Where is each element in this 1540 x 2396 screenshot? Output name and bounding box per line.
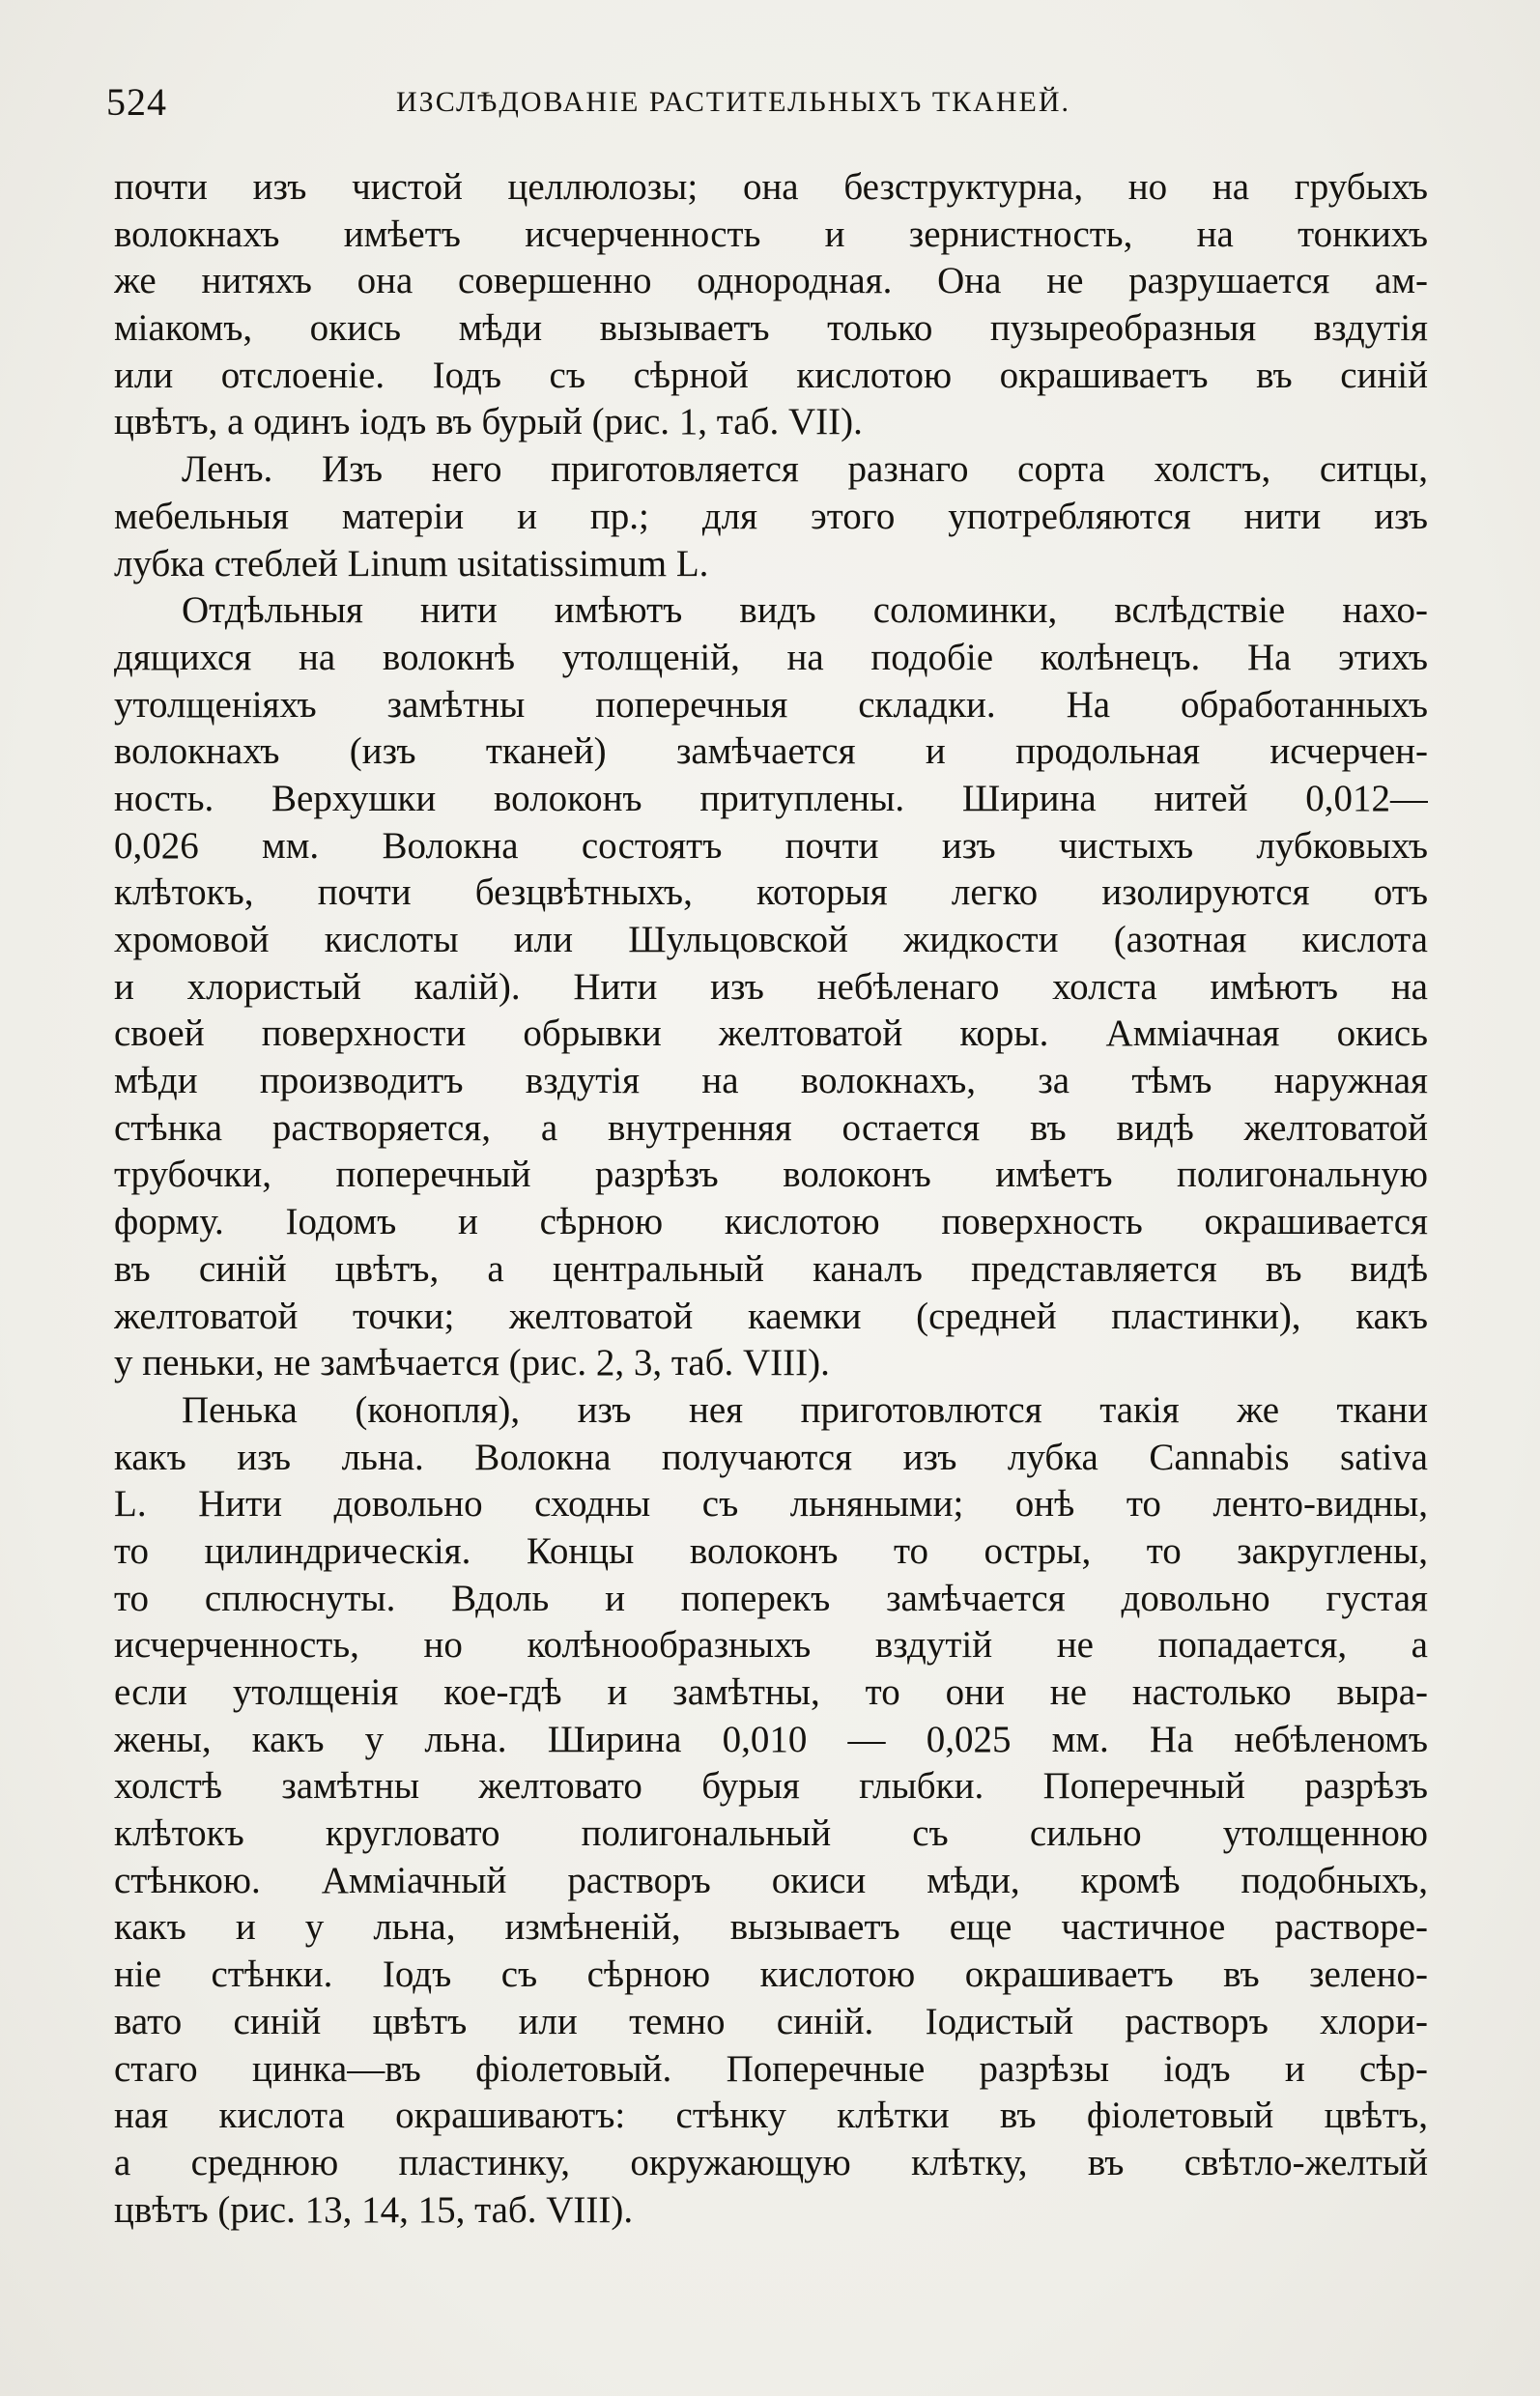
text-line: желтоватой точки; желтоватой каемки (средней пластинки), какъ [114, 1295, 1428, 1337]
text-line: L. Нити довольно сходны съ льняными; онѣ то ленто-видны, [114, 1483, 1428, 1526]
text-line: то сплюснуты. Вдоль и поперекъ замѣчается довольно густая [114, 1577, 1428, 1619]
text-line: дящихся на волокнѣ утолщеній, на подобіе колѣнецъ. На этихъ [114, 636, 1428, 678]
text-line: цвѣтъ, а одинъ іодъ въ бурый (рис. 1, таб. VII). [114, 401, 863, 443]
page-number: 524 [106, 80, 167, 124]
text-line: холстѣ замѣтны желтовато бурыя глыбки. Поперечный разрѣзъ [114, 1765, 1428, 1808]
text-line: въ синій цвѣтъ, а центральный каналъ представляется въ видѣ [114, 1247, 1428, 1290]
text-line: ность. Верхушки волоконъ притуплены. Ширина нитей 0,012— [114, 777, 1428, 819]
text-line: какъ и у льна, измѣненій, вызываетъ еще частичное растворе- [114, 1906, 1428, 1949]
text-line: стѣнкою. Аммiачный растворъ окиси мѣди, кромѣ подобныхъ, [114, 1859, 1428, 1901]
paragraph-start-line: Ленъ. Изъ него приготовляется разнаго сорта холстъ, ситцы, [182, 448, 1428, 491]
text-line: цвѣтъ (рис. 13, 14, 15, таб. VIII). [114, 2188, 634, 2231]
text-line: ная кислота окрашиваютъ: стѣнку клѣтки въ фіолетовый цвѣтъ, [114, 2095, 1428, 2137]
text-line: почти изъ чистой целлюлозы; она безструктурна, но на грубыхъ [114, 166, 1428, 208]
text-line: клѣтокъ, почти безцвѣтныхъ, которыя легко изолируются отъ [114, 871, 1428, 914]
text-line: утолщеніяхъ замѣтны поперечныя складки. На обработанныхъ [114, 683, 1428, 726]
text-line: мѣди производитъ вздутія на волокнахъ, за тѣмъ наружная [114, 1060, 1428, 1102]
text-line: жены, какъ у льна. Ширина 0,010 — 0,025 мм. На небѣленомъ [114, 1718, 1428, 1760]
text-line: а среднюю пластинку, окружающую клѣтку, въ свѣтло-желтый [114, 2141, 1428, 2183]
text-line: волокнахъ имѣетъ исчерченность и зернистность, на тонкихъ [114, 213, 1428, 255]
text-line: трубочки, поперечный разрѣзъ волоконъ имѣетъ полигональную [114, 1154, 1428, 1196]
paragraph-start-line: Пенька (конопля), изъ нея приготовлются такія же ткани [182, 1388, 1428, 1431]
text-line: мебельныя матеріи и пр.; для этого употребляются нити изъ [114, 495, 1428, 537]
text-line: лубка стеблей Linum usitatissimum L. [114, 542, 709, 585]
text-line: клѣтокъ кругловато полигональный съ сильно утолщенною [114, 1812, 1428, 1855]
running-head [106, 75, 1440, 129]
text-line: исчерченность, но колѣнообразныхъ вздутій не попадается, а [114, 1624, 1428, 1667]
text-line: стѣнка растворяется, а внутренняя остается въ видѣ желтоватой [114, 1106, 1428, 1149]
text-line: 0,026 мм. Волокна состоятъ почти изъ чистыхъ лубковыхъ [114, 824, 1428, 867]
text-line: если утолщенія кое-гдѣ и замѣтны, то они не настолько выра- [114, 1671, 1428, 1713]
text-line: хромовой кислоты или Шульцовской жидкости (азотная кислота [114, 919, 1428, 960]
running-title: ИЗСЛѢДОВАНІЕ РАСТИТЕЛЬНЫХЪ ТКАНЕЙ. [396, 86, 1070, 118]
text-line: форму. Іодомъ и сѣрною кислотою поверхность окрашивается [114, 1201, 1428, 1243]
text-line: ніе стѣнки. Іодъ съ сѣрною кислотою окрашиваетъ въ зелено- [114, 1954, 1428, 1996]
text-line: какъ изъ льна. Волокна получаются изъ лубка Cannabis sativa [114, 1436, 1428, 1478]
text-line: міакомъ, окись мѣди вызываетъ только пузыреобразныя вздутія [114, 307, 1428, 350]
text-line: же нитяхъ она совершенно однородная. Она не разрушается ам- [114, 260, 1428, 302]
text-line: и хлористый калій). Нити изъ небѣленаго холста имѣютъ на [114, 965, 1428, 1008]
body-text [114, 164, 1428, 2234]
text-line: вато синій цвѣтъ или темно синій. Іодистый растворъ хлори- [114, 2000, 1428, 2042]
text-line: или отслоеніе. Іодъ съ сѣрной кислотою окрашиваетъ въ синій [114, 354, 1428, 396]
text-line: своей поверхности обрывки желтоватой коры. Аммiачная окись [114, 1013, 1428, 1055]
text-line: волокнахъ (изъ тканей) замѣчается и продольная исчерчен- [114, 730, 1428, 773]
text-line: то цилиндрическія. Концы волоконъ то остры, то закруглены, [114, 1529, 1428, 1572]
text-line: у пеньки, не замѣчается (рис. 2, 3, таб. VIII). [114, 1342, 830, 1384]
text-line: стаго цинка—въ фіолетовый. Поперечные разрѣзы іодъ и сѣр- [114, 2047, 1428, 2090]
paragraph-start-line: Отдѣльныя нити имѣютъ видъ соломинки, вслѣдствіе нахо- [182, 589, 1428, 632]
